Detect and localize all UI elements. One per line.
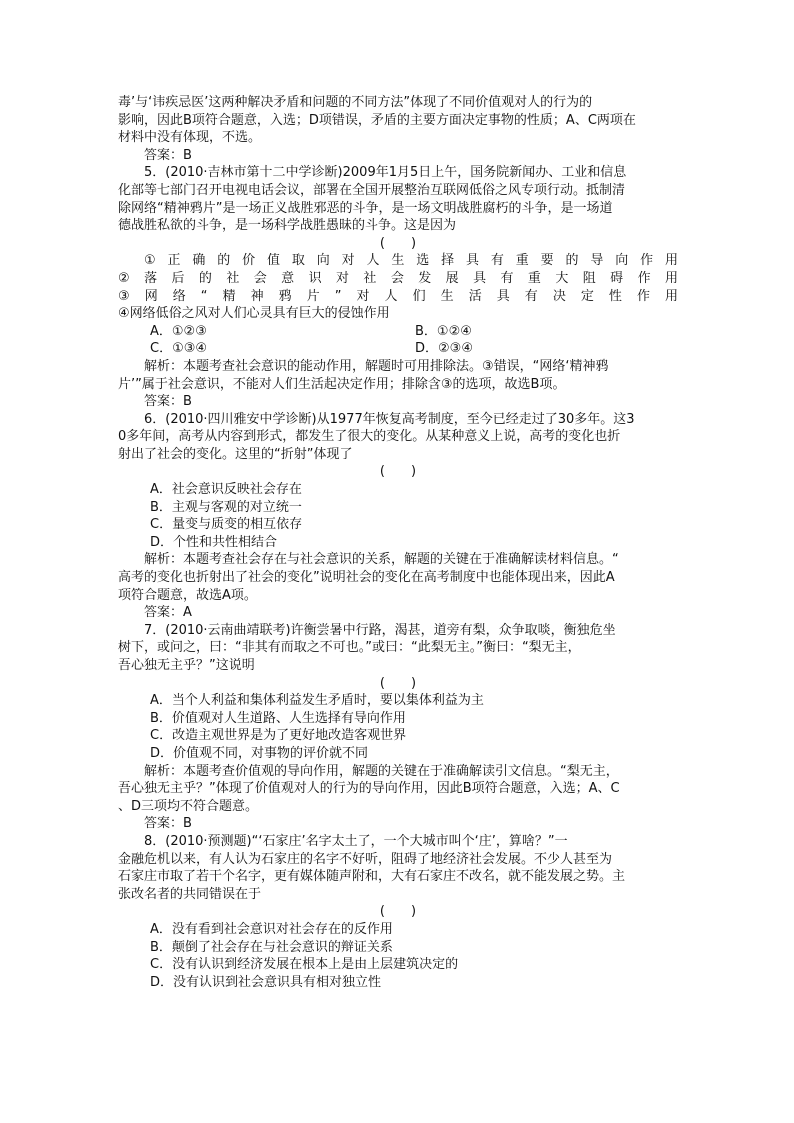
q7-stem-line-2: 树下，或问之，曰：“非其有而取之不可也。”或曰：“此梨无主。”衡曰：“梨无主， xyxy=(118,640,581,656)
q5-explanation-line-1: 解析：本题考查社会意识的能动作用，解题时可用排除法。③错误，“网络‘精神鸦 xyxy=(144,358,609,374)
document-page xyxy=(118,94,678,991)
q8-option-c: C．没有认识到经济发展在根本上是由上层建筑决定的 xyxy=(150,957,459,973)
q6-option-b: B．主观与客观的对立统一 xyxy=(150,499,302,515)
q8-answer-blank: ( ) xyxy=(379,904,417,920)
q5-stem-line-4: 德战胜私欲的斗争，是一场科学战胜愚昧的斗争。这是因为 xyxy=(118,218,457,234)
q6-answer-blank: ( ) xyxy=(379,464,417,480)
intro-line-3: 材料中没有体现，不选。 xyxy=(118,130,262,146)
q7-stem-line-1: 7．(2010·云南曲靖联考)许衡尝暑中行路，渴甚，道旁有梨，众争取啖，衡独危坐 xyxy=(144,622,616,638)
q7-option-b: B．价值观对人生道路、人生选择有导向作用 xyxy=(150,710,406,726)
q7-option-c: C．改造主观世界是为了更好地改造客观世界 xyxy=(150,728,407,744)
q8-stem-line-1: 8．(2010·预测题)“‘石家庄’名字太土了，一个大城市叫个‘庄’，算啥？”一 xyxy=(144,833,568,849)
q6-option-d: D．个性和共性相结合 xyxy=(150,534,278,550)
q6-explanation-line-2: 高考的变化也折射出了社会的变化”说明社会的变化在高考制度中也能体现出来，因此A xyxy=(118,570,615,586)
q8-stem-line-4: 张改名者的共同错误在于 xyxy=(118,886,262,902)
q5-statement-4: ④网络低俗之风对人们心灵具有巨大的侵蚀作用 xyxy=(118,306,390,322)
q6-explanation-line-3: 项符合题意，故选A项。 xyxy=(118,587,257,603)
q6-explanation-line-1: 解析：本题考查社会存在与社会意识的关系，解题的关键在于准确解读材料信息。“ xyxy=(144,552,619,568)
q5-answer: 答案：B xyxy=(144,394,192,410)
q8-stem-line-2: 金融危机以来，有人认为石家庄的名字不好听，阻碍了地经济社会发展。不少人甚至为 xyxy=(118,851,613,867)
q8-option-a: A．没有看到社会意识对社会存在的反作用 xyxy=(150,921,393,937)
q6-stem-line-2: 0多年间，高考从内容到形式，都发生了很大的变化。从某种意义上说，高考的变化也折 xyxy=(118,429,621,445)
q5-option-c: C．①③④ xyxy=(150,341,208,357)
q7-answer: 答案：B xyxy=(144,816,192,832)
q6-option-a: A．社会意识反映社会存在 xyxy=(150,482,302,498)
intro-line-2: 影响，因此B项符合题意，入选；D项错误，矛盾的主要方面决定事物的性质；A、C两项在 xyxy=(118,112,636,128)
intro-answer: 答案：B xyxy=(144,147,192,163)
q6-answer: 答案：A xyxy=(144,605,192,621)
q5-stem-line-3: 除网络“精神鸦片”是一场正义战胜邪恶的斗争，是一场文明战胜腐朽的斗争，是一场道 xyxy=(118,200,613,216)
q6-stem-line-1: 6．(2010·四川雅安中学诊断)从1977年恢复高考制度，至今已经走过了30多年。这3 xyxy=(144,411,635,427)
q8-option-d: D．没有认识到社会意识具有相对独立性 xyxy=(150,974,382,990)
q5-explanation-line-2: 片’”属于社会意识，不能对人们生活起决定作用；排除含③的选项，故选B项。 xyxy=(118,376,566,392)
q7-answer-blank: ( ) xyxy=(379,675,417,691)
q5-option-a: A．①②③ xyxy=(150,323,207,339)
q5-statement-2: ②落后的社会意识对社会发展具有重大阻碍作用 xyxy=(118,270,678,286)
q7-option-d: D．价值观不同，对事物的评价就不同 xyxy=(150,745,369,761)
intro-line-1: 毒’与‘讳疾忌医’这两种解决矛盾和问题的不同方法”体现了不同价值观对人的行为的 xyxy=(118,95,593,110)
q5-option-d: D．②③④ xyxy=(415,341,473,357)
q7-option-a: A．当个人利益和集体利益发生矛盾时，要以集体利益为主 xyxy=(150,693,484,709)
q7-explanation-line-3: 、D三项均不符合题意。 xyxy=(118,798,259,814)
q6-option-c: C．量变与质变的相互依存 xyxy=(150,517,303,533)
q5-options xyxy=(118,323,678,358)
q7-explanation-line-2: 吾心独无主乎？”体现了价值观对人的行为的导向作用，因此B项符合题意，入选；A、C xyxy=(118,781,620,797)
q5-statement-1: ①正确的价值取向对人生选择具有重要的导向作用 xyxy=(144,253,678,269)
q5-answer-blank: ( ) xyxy=(379,235,417,251)
q8-stem-line-3: 石家庄市取了若干个名字，更有媒体随声附和，大有石家庄不改名，就不能发展之势。主 xyxy=(118,869,626,885)
q7-explanation-line-1: 解析：本题考查价值观的导向作用，解题的关键在于准确解读引文信息。“梨无主， xyxy=(144,763,619,779)
q5-option-b: B．①②④ xyxy=(415,323,472,339)
q5-stem-line-2: 化部等七部门召开电视电话会议，部署在全国开展整治互联网低俗之风专项行动。抵制清 xyxy=(118,182,626,198)
q8-option-b: B．颠倒了社会存在与社会意识的辩证关系 xyxy=(150,939,393,955)
q5-stem-line-1: 5．(2010·吉林市第十二中学诊断)2009年1月5日上午，国务院新闻办、工业和信息 xyxy=(144,165,627,181)
q5-statement-3: ③网络“精神鸦片”对人们生活具有决定性作用 xyxy=(118,288,678,304)
q6-stem-line-3: 射出了社会的变化。这里的“折射”体现了 xyxy=(118,446,353,462)
q7-stem-line-3: 吾心独无主乎？”这说明 xyxy=(118,658,255,673)
